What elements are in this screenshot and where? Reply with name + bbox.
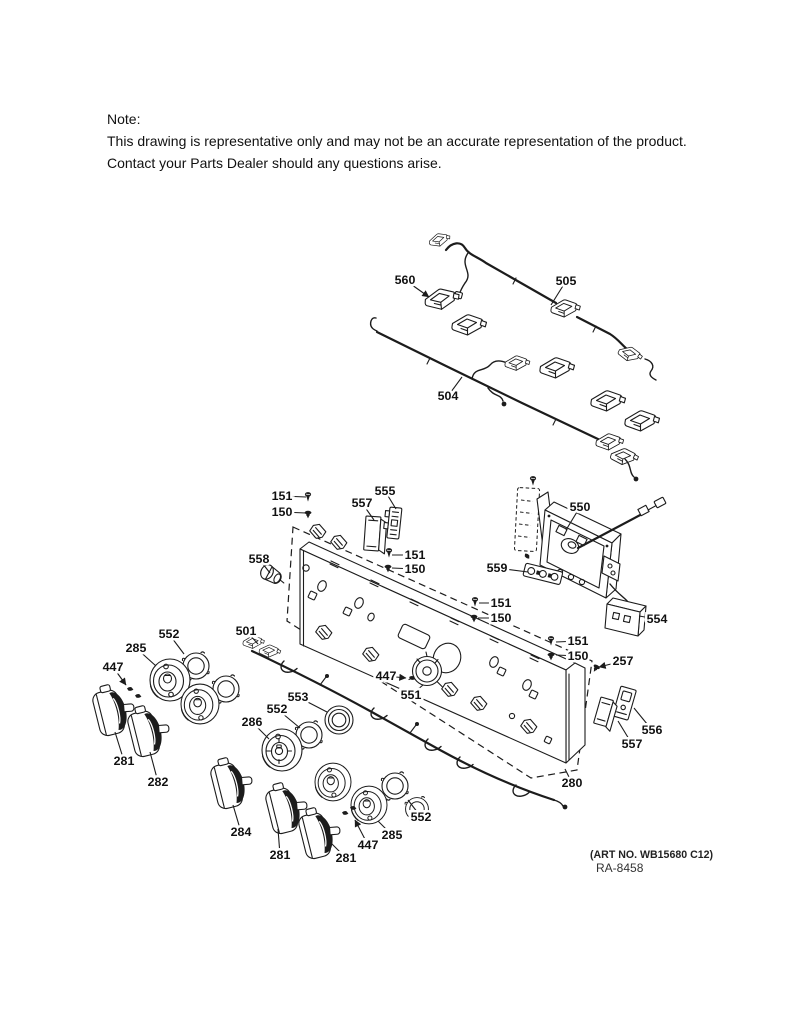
part-label-558: 558 (248, 552, 270, 566)
screw-151 (530, 476, 536, 486)
part-label-151: 151 (404, 548, 426, 562)
part-label-560: 560 (394, 273, 416, 287)
part-label-281: 281 (335, 851, 357, 865)
note-line2: Contact your Parts Dealer should any questions arise. (107, 155, 442, 171)
doc-ref: RA-8458 (596, 861, 644, 875)
part-label-257: 257 (612, 654, 634, 668)
part-label-556: 556 (641, 723, 663, 737)
part-label-151: 151 (490, 596, 512, 610)
part-label-504: 504 (437, 389, 459, 403)
part-label-281: 281 (113, 754, 135, 768)
part-label-150: 150 (404, 562, 426, 576)
part-label-552: 552 (158, 627, 180, 641)
note-line1: This drawing is representative only and may not be an accurate representation of the product. (107, 133, 687, 149)
part-label-557: 557 (351, 496, 373, 510)
part-label-286: 286 (241, 715, 263, 729)
note-title: Note: (107, 111, 141, 127)
oven-control-550 (537, 492, 666, 602)
part-label-505: 505 (555, 274, 577, 288)
part-label-150: 150 (567, 649, 589, 663)
screw-447 (524, 553, 531, 560)
switch-connector (452, 315, 660, 431)
light-558 (258, 563, 288, 588)
note-block (107, 111, 687, 171)
switch-connector-560 (424, 287, 461, 311)
bracket-557-right (593, 697, 619, 731)
part-label-559: 559 (486, 561, 508, 575)
part-label-552: 552 (266, 702, 288, 716)
part-label-447: 447 (102, 660, 124, 674)
part-label-151: 151 (567, 634, 589, 648)
part-label-447: 447 (357, 838, 379, 852)
part-label-150: 150 (490, 611, 512, 625)
part-label-281: 281 (269, 848, 291, 862)
part-label-501: 501 (235, 624, 257, 638)
part-label-150: 150 (271, 505, 293, 519)
part-label-282: 282 (147, 775, 169, 789)
part-label-550: 550 (569, 500, 591, 514)
switch-554 (605, 598, 646, 636)
part-label-555: 555 (374, 484, 396, 498)
part-label-151: 151 (271, 489, 293, 503)
display-placeholder (514, 487, 539, 551)
bracket-557-top (363, 516, 386, 554)
part-label-553: 553 (287, 690, 309, 704)
part-label-552: 552 (410, 810, 432, 824)
part-label-285: 285 (381, 828, 403, 842)
part-label-557: 557 (621, 737, 643, 751)
part-label-285: 285 (125, 641, 147, 655)
art-number: (ART NO. WB15680 C12) (590, 849, 714, 861)
part-label-284: 284 (230, 825, 252, 839)
cover-556 (612, 686, 636, 720)
part-label-554: 554 (646, 612, 668, 626)
wire-harness-505 (428, 231, 656, 380)
part-label-551: 551 (400, 688, 422, 702)
part-label-447: 447 (375, 669, 397, 683)
part-label-280: 280 (561, 776, 583, 790)
